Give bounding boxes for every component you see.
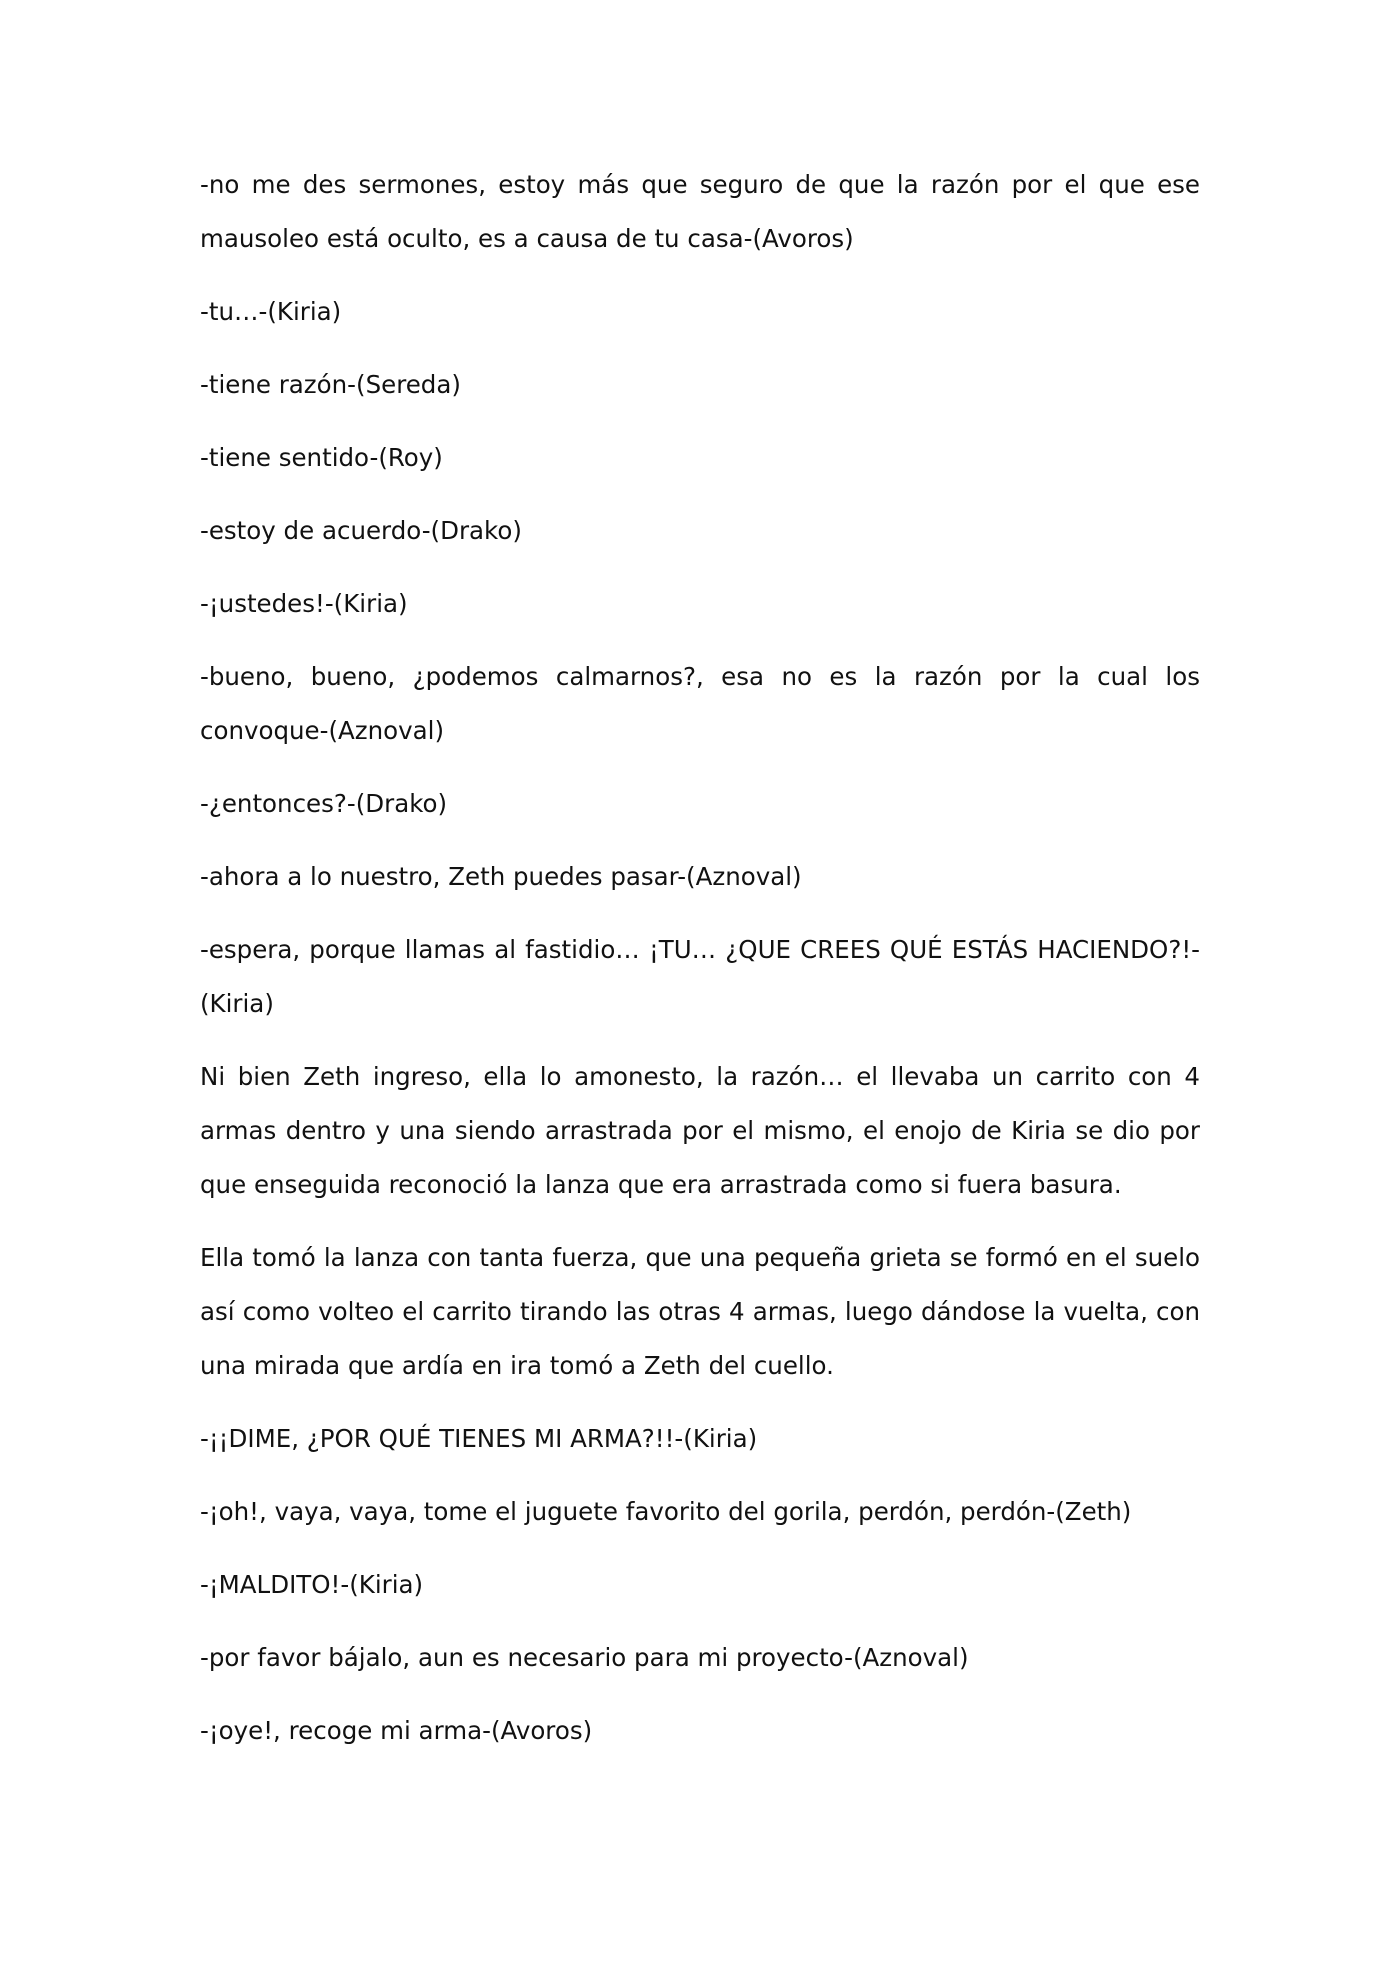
paragraph-3: -tiene razón-(Sereda) bbox=[200, 370, 461, 399]
paragraph-5: -estoy de acuerdo-(Drako) bbox=[200, 516, 522, 545]
document-body bbox=[200, 158, 1200, 1777]
paragraph-1: -no me des sermones, estoy más que seguro de que la razón por el que ese mausoleo está oculto, es a causa de tu casa-(Avoros) bbox=[200, 170, 1200, 253]
paragraph-9: -ahora a lo nuestro, Zeth puedes pasar-(Aznoval) bbox=[200, 862, 802, 891]
paragraph-7: -bueno, bueno, ¿podemos calmarnos?, esa no es la razón por la cual los convoque-(Aznoval) bbox=[200, 662, 1200, 745]
paragraph-12: Ella tomó la lanza con tanta fuerza, que una pequeña grieta se formó en el suelo así como volteo el carrito tirando las otras 4 armas, luego dándose la vuelta, con una mirada que ardía en ira tomó a Zeth del cuello. bbox=[200, 1243, 1200, 1380]
paragraph-4: -tiene sentido-(Roy) bbox=[200, 443, 443, 472]
paragraph-16: -por favor bájalo, aun es necesario para mi proyecto-(Aznoval) bbox=[200, 1643, 969, 1672]
paragraph-10: -espera, porque llamas al fastidio… ¡TU… ¿QUE CREES QUÉ ESTÁS HACIENDO?!-(Kiria) bbox=[200, 935, 1200, 1018]
paragraph-8: -¿entonces?-(Drako) bbox=[200, 789, 448, 818]
paragraph-6: -¡ustedes!-(Kiria) bbox=[200, 589, 408, 618]
paragraph-14: -¡oh!, vaya, vaya, tome el juguete favorito del gorila, perdón, perdón-(Zeth) bbox=[200, 1497, 1132, 1526]
paragraph-2: -tu…-(Kiria) bbox=[200, 297, 342, 326]
paragraph-13: -¡¡DIME, ¿POR QUÉ TIENES MI ARMA?!!-(Kiria) bbox=[200, 1424, 758, 1453]
paragraph-11: Ni bien Zeth ingreso, ella lo amonesto, la razón… el llevaba un carrito con 4 armas dentro y una siendo arrastrada por el mismo, el enojo de Kiria se dio por que enseguida reconoció la lanza que era arrastrada como si fuera basura. bbox=[200, 1062, 1200, 1199]
paragraph-17: -¡oye!, recoge mi arma-(Avoros) bbox=[200, 1716, 593, 1745]
paragraph-15: -¡MALDITO!-(Kiria) bbox=[200, 1570, 424, 1599]
